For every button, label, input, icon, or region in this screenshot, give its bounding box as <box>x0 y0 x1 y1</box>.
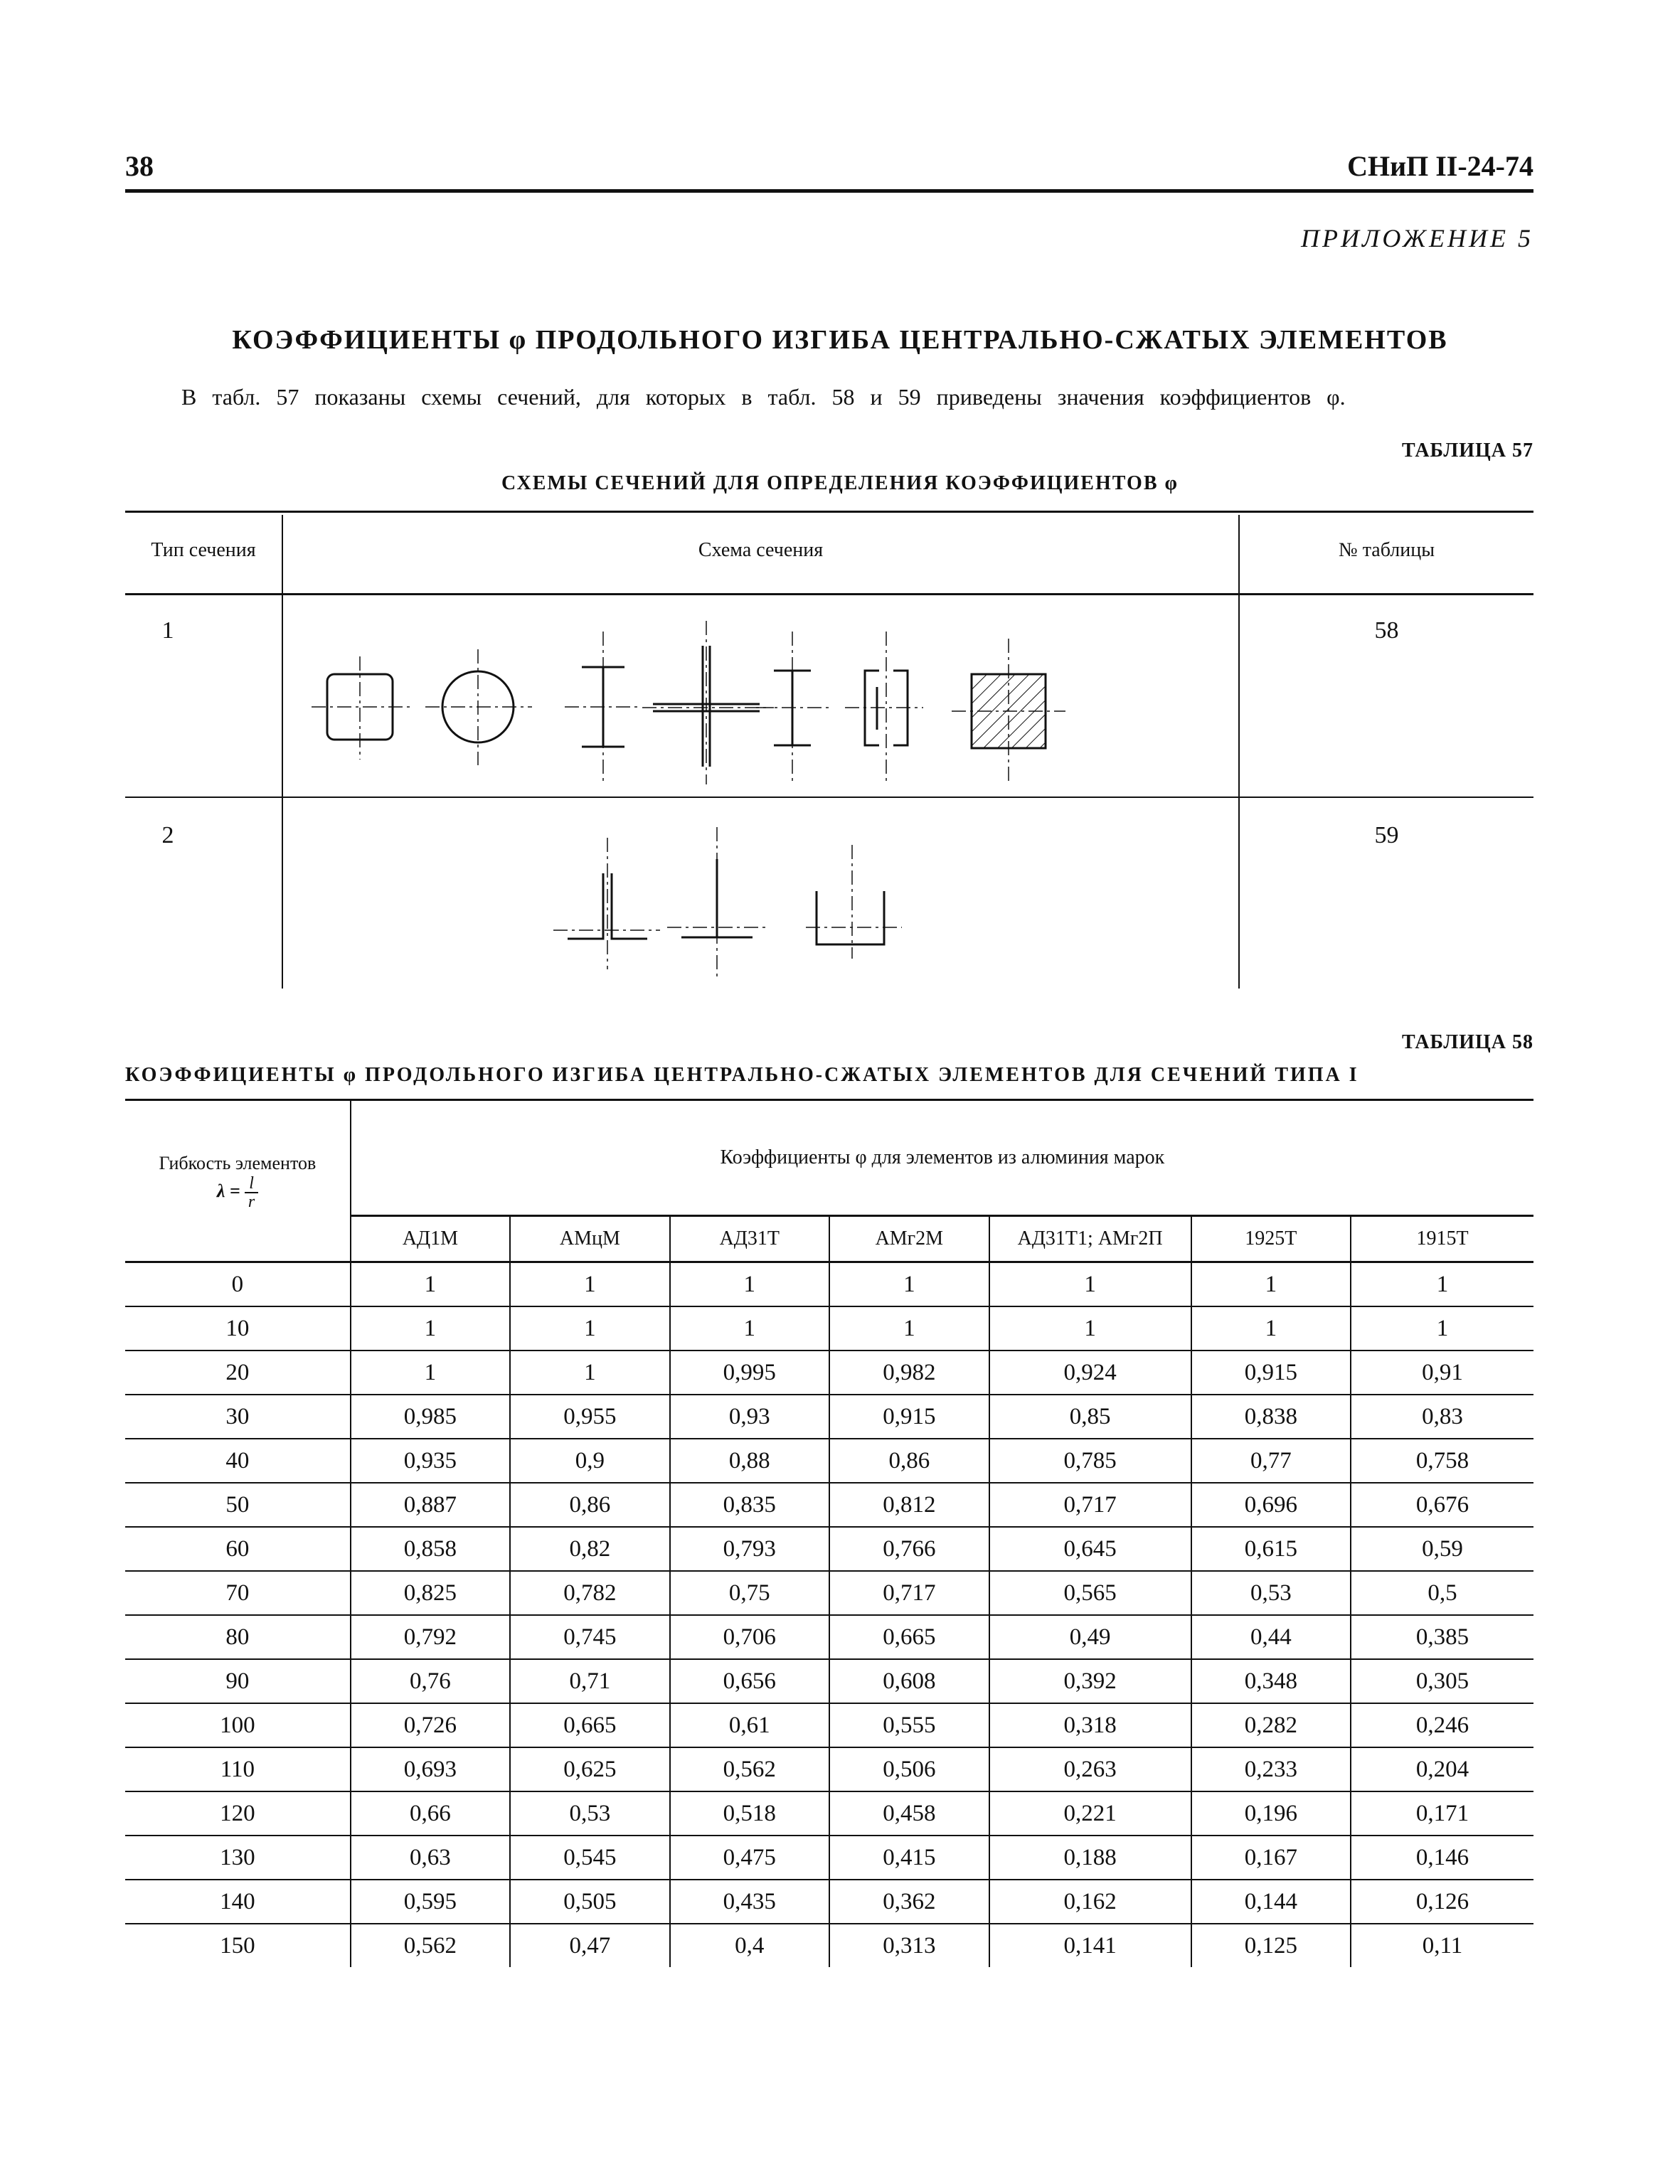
table-row <box>125 1880 1533 1924</box>
coef-cell: 0,858 <box>351 1527 510 1571</box>
coef-cell: 1 <box>670 1306 829 1351</box>
coef-cell: 0,83 <box>1351 1395 1533 1439</box>
coef-cell: 0,63 <box>351 1836 510 1880</box>
coef-cell: 0,615 <box>1191 1527 1351 1571</box>
coef-cell: 0,782 <box>510 1571 669 1615</box>
coef-cell: 0,955 <box>510 1395 669 1439</box>
coef-cell: 0,385 <box>1351 1615 1533 1659</box>
coef-cell: 0,362 <box>829 1880 989 1924</box>
coef-cell: 0,221 <box>989 1791 1191 1836</box>
table-row <box>125 1306 1533 1351</box>
coef-cell: 0,44 <box>1191 1615 1351 1659</box>
table57 <box>125 511 1533 991</box>
coef-cell: 1 <box>829 1262 989 1307</box>
header-rule <box>125 189 1533 193</box>
lambda-cell: 100 <box>125 1703 351 1747</box>
page-number: 38 <box>125 150 154 182</box>
lambda-symbol: λ = <box>216 1181 240 1202</box>
coef-cell: 0,475 <box>670 1836 829 1880</box>
lambda-cell: 50 <box>125 1483 351 1527</box>
coef-cell: 0,745 <box>510 1615 669 1659</box>
i-beam-icon <box>565 632 642 781</box>
coef-cell: 0,263 <box>989 1747 1191 1791</box>
round-tube-icon <box>425 649 532 765</box>
table-row <box>125 1747 1533 1791</box>
coef-cell: 0,167 <box>1191 1836 1351 1880</box>
table57-row2-type: 2 <box>161 822 174 848</box>
table-row <box>125 1836 1533 1880</box>
coef-cell: 1 <box>351 1262 510 1307</box>
coef-cell: 0,171 <box>1351 1791 1533 1836</box>
coef-cell: 0,415 <box>829 1836 989 1880</box>
t-section-icon <box>667 827 767 980</box>
coef-cell: 0,204 <box>1351 1747 1533 1791</box>
double-channel-icon <box>845 632 923 781</box>
table-row <box>125 1703 1533 1747</box>
coef-cell: 0,91 <box>1351 1351 1533 1395</box>
coef-cell: 0,61 <box>670 1703 829 1747</box>
coef-cell: 0,125 <box>1191 1924 1351 1967</box>
table-row <box>125 1527 1533 1571</box>
table57-row1-table: 58 <box>1374 617 1399 644</box>
table57-header-rule <box>125 593 1533 595</box>
square-tube-icon <box>312 656 410 760</box>
coef-cell: 0,915 <box>829 1395 989 1439</box>
coef-cell: 1 <box>670 1262 829 1307</box>
coef-cell: 0,4 <box>670 1924 829 1967</box>
coef-cell: 0,305 <box>1351 1659 1533 1703</box>
table-row <box>125 1659 1533 1703</box>
coef-cell: 0,717 <box>829 1571 989 1615</box>
coef-cell: 0,835 <box>670 1483 829 1527</box>
coef-cell: 0,71 <box>510 1659 669 1703</box>
table58-label: ТАБЛИЦА 58 <box>1402 1031 1533 1053</box>
table-row <box>125 1924 1533 1967</box>
coef-cell: 0,696 <box>1191 1483 1351 1527</box>
coef-cell: 0,935 <box>351 1439 510 1483</box>
table-row <box>125 1351 1533 1395</box>
table58-col-header: АМг2М <box>829 1216 989 1262</box>
lambda-cell: 90 <box>125 1659 351 1703</box>
table-row <box>125 1262 1533 1307</box>
coef-cell: 0,706 <box>670 1615 829 1659</box>
table58-col-header: АД1М <box>351 1216 510 1262</box>
coef-cell: 1 <box>989 1262 1191 1307</box>
coef-cell: 0,726 <box>351 1703 510 1747</box>
table-row <box>125 1791 1533 1836</box>
lambda-fraction <box>245 1175 258 1210</box>
coef-cell: 0,924 <box>989 1351 1191 1395</box>
table58-title: КОЭФФИЦИЕНТЫ φ ПРОДОЛЬНОГО ИЗГИБА ЦЕНТРАЛЬНО-СЖАТЫХ ЭЛЕМЕНТОВ ДЛЯ СЕЧЕНИЙ ТИПА I <box>125 1064 1359 1086</box>
coef-cell: 0,555 <box>829 1703 989 1747</box>
cross-angles-icon <box>642 621 774 784</box>
coef-cell: 0,915 <box>1191 1351 1351 1395</box>
lambda-denominator: r <box>248 1193 255 1212</box>
coef-cell: 1 <box>1191 1262 1351 1307</box>
table57-row2-table: 59 <box>1374 822 1399 848</box>
coef-cell: 0,196 <box>1191 1791 1351 1836</box>
coef-cell: 0,545 <box>510 1836 669 1880</box>
i-beam-narrow-icon <box>756 632 831 781</box>
coef-cell: 0,348 <box>1191 1659 1351 1703</box>
lambda-cell: 10 <box>125 1306 351 1351</box>
coef-cell: 1 <box>510 1306 669 1351</box>
intro-paragraph: В табл. 57 показаны схемы сечений, для которых в табл. 58 и 59 приведены значения коэффициентов φ. <box>181 384 1346 410</box>
table58-col-header: АМцМ <box>510 1216 669 1262</box>
table58 <box>125 1099 1533 1967</box>
lambda-cell: 0 <box>125 1262 351 1307</box>
lambda-formula <box>125 1175 350 1210</box>
coef-cell: 0,595 <box>351 1880 510 1924</box>
solid-square-icon <box>952 639 1065 781</box>
table58-col-header: АД31Т <box>670 1216 829 1262</box>
table57-label: ТАБЛИЦА 57 <box>1402 440 1533 462</box>
coef-cell: 0,88 <box>670 1439 829 1483</box>
coef-cell: 1 <box>1351 1262 1533 1307</box>
lambda-cell: 140 <box>125 1880 351 1924</box>
coef-cell: 0,233 <box>1191 1747 1351 1791</box>
table57-row1-type: 1 <box>161 617 174 644</box>
coef-cell: 0,812 <box>829 1483 989 1527</box>
coef-cell: 0,825 <box>351 1571 510 1615</box>
coef-cell: 0,53 <box>1191 1571 1351 1615</box>
coef-cell: 0,458 <box>829 1791 989 1836</box>
coef-cell: 0,82 <box>510 1527 669 1571</box>
coef-cell: 0,887 <box>351 1483 510 1527</box>
table57-row-rule <box>125 797 1533 798</box>
table58-col-header: 1925Т <box>1191 1216 1351 1262</box>
coef-cell: 1 <box>1351 1306 1533 1351</box>
table58-col-header: 1915Т <box>1351 1216 1533 1262</box>
table-row <box>125 1439 1533 1483</box>
coef-cell: 0,49 <box>989 1615 1191 1659</box>
coef-cell: 0,717 <box>989 1483 1191 1527</box>
coef-cell: 0,995 <box>670 1351 829 1395</box>
lambda-cell: 80 <box>125 1615 351 1659</box>
section-schemes-type2 <box>283 816 1238 987</box>
coef-cell: 0,318 <box>989 1703 1191 1747</box>
coef-cell: 0,76 <box>351 1659 510 1703</box>
coef-cell: 0,144 <box>1191 1880 1351 1924</box>
coef-cell: 0,162 <box>989 1880 1191 1924</box>
table-row <box>125 1615 1533 1659</box>
document-code: СНиП II-24-74 <box>1347 150 1533 182</box>
coef-cell: 0,11 <box>1351 1924 1533 1967</box>
coef-cell: 0,313 <box>829 1924 989 1967</box>
table58-coef-header: Коэффициенты φ для элементов из алюминия марок <box>351 1100 1533 1216</box>
coef-cell: 0,188 <box>989 1836 1191 1880</box>
channel-section-icon <box>806 845 902 959</box>
coef-cell: 0,66 <box>351 1791 510 1836</box>
coef-cell: 0,282 <box>1191 1703 1351 1747</box>
coef-cell: 0,246 <box>1351 1703 1533 1747</box>
coef-cell: 0,608 <box>829 1659 989 1703</box>
coef-cell: 1 <box>510 1262 669 1307</box>
coef-cell: 0,625 <box>510 1747 669 1791</box>
coef-cell: 0,838 <box>1191 1395 1351 1439</box>
coef-cell: 0,665 <box>510 1703 669 1747</box>
coef-cell: 0,85 <box>989 1395 1191 1439</box>
coef-cell: 0,793 <box>670 1527 829 1571</box>
coef-cell: 0,93 <box>670 1395 829 1439</box>
coef-cell: 0,5 <box>1351 1571 1533 1615</box>
lambda-cell: 130 <box>125 1836 351 1880</box>
coef-cell: 1 <box>989 1306 1191 1351</box>
coef-cell: 0,665 <box>829 1615 989 1659</box>
table-row <box>125 1483 1533 1527</box>
table57-top-rule <box>125 511 1533 513</box>
coef-cell: 0,77 <box>1191 1439 1351 1483</box>
coef-cell: 0,982 <box>829 1351 989 1395</box>
coef-cell: 1 <box>1191 1306 1351 1351</box>
coef-cell: 1 <box>351 1351 510 1395</box>
coef-cell: 0,676 <box>1351 1483 1533 1527</box>
coef-cell: 0,86 <box>829 1439 989 1483</box>
lambda-cell: 120 <box>125 1791 351 1836</box>
coef-cell: 0,562 <box>670 1747 829 1791</box>
lambda-cell: 20 <box>125 1351 351 1395</box>
lambda-cell: 60 <box>125 1527 351 1571</box>
table57-header-type: Тип сечения <box>151 539 256 561</box>
coef-cell: 0,392 <box>989 1659 1191 1703</box>
coef-cell: 0,75 <box>670 1571 829 1615</box>
table57-header-table-no: № таблицы <box>1338 539 1435 561</box>
coef-cell: 0,47 <box>510 1924 669 1967</box>
lambda-header-text: Гибкость элементов <box>159 1152 317 1173</box>
coef-cell: 0,645 <box>989 1527 1191 1571</box>
coef-cell: 0,435 <box>670 1880 829 1924</box>
coef-cell: 0,86 <box>510 1483 669 1527</box>
lambda-cell: 150 <box>220 1932 255 1959</box>
table57-col-rule-2 <box>1238 515 1240 989</box>
coef-cell: 0,9 <box>510 1439 669 1483</box>
coef-cell: 0,562 <box>351 1924 510 1967</box>
table58-col-header: АД31Т1; АМг2П <box>989 1216 1191 1262</box>
coef-cell: 0,141 <box>989 1924 1191 1967</box>
coef-cell: 0,785 <box>989 1439 1191 1483</box>
table-row <box>125 1571 1533 1615</box>
table58-lambda-header <box>125 1100 351 1262</box>
table57-title: СХЕМЫ СЕЧЕНИЙ ДЛЯ ОПРЕДЕЛЕНИЯ КОЭФФИЦИЕНТОВ φ <box>501 472 1179 494</box>
coef-cell: 0,758 <box>1351 1439 1533 1483</box>
coef-cell: 0,693 <box>351 1747 510 1791</box>
appendix-label: ПРИЛОЖЕНИЕ 5 <box>1301 224 1533 252</box>
table57-header-scheme: Схема сечения <box>698 539 824 561</box>
section-schemes-type1 <box>283 603 1238 788</box>
coef-cell: 0,59 <box>1351 1527 1533 1571</box>
coef-cell: 0,53 <box>510 1791 669 1836</box>
coef-cell: 0,766 <box>829 1527 989 1571</box>
coef-cell: 0,146 <box>1351 1836 1533 1880</box>
coef-cell: 0,518 <box>670 1791 829 1836</box>
coef-cell: 1 <box>829 1306 989 1351</box>
paired-angles-icon <box>553 838 660 969</box>
lambda-cell: 70 <box>125 1571 351 1615</box>
coef-cell: 0,126 <box>1351 1880 1533 1924</box>
lambda-cell: 40 <box>125 1439 351 1483</box>
coef-cell: 0,506 <box>829 1747 989 1791</box>
page-title: КОЭФФИЦИЕНТЫ φ ПРОДОЛЬНОГО ИЗГИБА ЦЕНТРАЛЬНО-СЖАТЫХ ЭЛЕМЕНТОВ <box>232 325 1448 355</box>
lambda-numerator: l <box>245 1175 258 1193</box>
coef-cell: 1 <box>351 1306 510 1351</box>
coef-cell: 0,656 <box>670 1659 829 1703</box>
table-row <box>125 1395 1533 1439</box>
lambda-cell: 30 <box>125 1395 351 1439</box>
coef-cell: 0,565 <box>989 1571 1191 1615</box>
coef-cell: 0,985 <box>351 1395 510 1439</box>
coef-cell: 0,792 <box>351 1615 510 1659</box>
lambda-cell: 110 <box>125 1747 351 1791</box>
coef-cell: 1 <box>510 1351 669 1395</box>
coef-cell: 0,505 <box>510 1880 669 1924</box>
